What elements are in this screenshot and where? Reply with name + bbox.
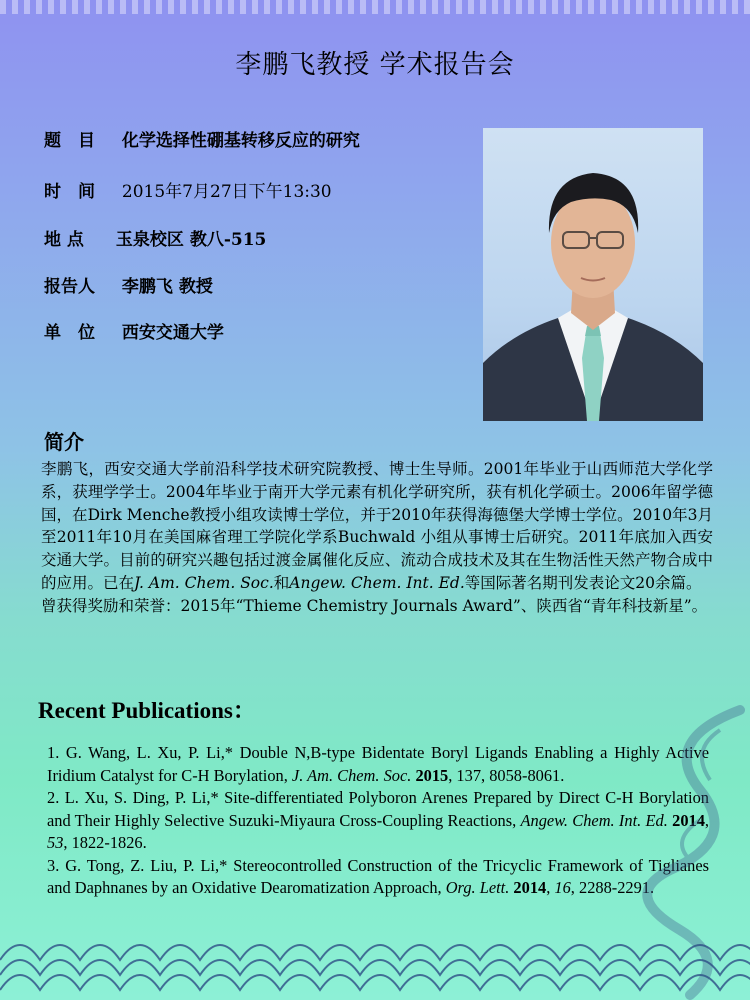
info-unit	[44, 318, 224, 343]
publication-year: 2014	[672, 810, 705, 830]
intro-awards: 曾获得奖励和荣誉：2015年“Thieme Chemistry Journals Award”、陕西省“青年科技新星”。	[41, 596, 708, 615]
intro-and: 和	[273, 573, 290, 592]
intro-heading: 简介	[44, 430, 84, 454]
info-time	[44, 177, 332, 202]
publication-year: 2015	[415, 765, 449, 785]
intro-journal-jacs: J. Am. Chem. Soc.	[134, 573, 274, 592]
publication-text: 3. G. Tong, Z. Liu, P. Li,* Stereocontrolled Construction of the Tricyclic Framework of Tiglianes and Daphnanes by an Oxidative Dearomatization Approach,	[47, 855, 709, 897]
publication-text: 2. L. Xu, S. Ding, P. Li,* Site-differentiated Polyboron Arenes Prepared by Direct C-H Borylation and Their Highly Selective Suzuki-Miyaura Cross-Coupling Reactions,	[47, 788, 709, 830]
info-topic	[44, 126, 360, 151]
publications-heading: Recent Publications：	[38, 698, 256, 723]
publication-pages: , 1822-1826.	[63, 833, 147, 852]
publication-journal: J. Am. Chem. Soc.	[291, 765, 412, 785]
time-label: 时 间	[44, 182, 95, 202]
publication-item: 3. G. Tong, Z. Liu, P. Li,* Stereocontrolled Construction of the Tricyclic Framework of Tiglianes and Daphnanes by an Oxidative Dearomatization Approach, Org. Lett. 2014, 16, 2288-2291.	[47, 855, 709, 897]
page-title: 李鹏飞教授 学术报告会	[235, 50, 515, 80]
publication-item: 2. L. Xu, S. Ding, P. Li,* Site-differentiated Polyboron Arenes Prepared by Direct C-H Borylation and Their Highly Selective Suzuki-Miyaura Cross-Coupling Reactions, Angew. Chem. Int. Ed. 2014, 53, 1822-1826.	[47, 788, 710, 852]
portrait-illustration	[483, 128, 703, 421]
publication-journal: Angew. Chem. Int. Ed.	[520, 810, 668, 830]
info-speaker	[44, 272, 213, 297]
topic-value: 化学选择性硼基转移反应的研究	[121, 131, 360, 151]
decorative-top-border	[0, 0, 750, 14]
publication-text: 1. G. Wang, L. Xu, P. Li,* Double N,B-type Bidentate Boryl Ligands Enabling a Highly Active Iridium Catalyst for C-H Borylation,	[47, 743, 709, 785]
intro-body	[41, 458, 713, 618]
publication-volume: 16	[554, 878, 571, 897]
publication-year: 2014	[513, 878, 547, 897]
publication-volume: 53	[47, 833, 64, 852]
publication-journal: Org. Lett.	[445, 878, 510, 897]
place-value: 玉泉校区 教八-515	[115, 230, 267, 250]
intro-paragraph-end: 等国际著名期刊发表论文20余篇。	[464, 573, 702, 592]
info-place	[44, 225, 266, 250]
intro-journal-angew: Angew. Chem. Int. Ed.	[289, 573, 465, 592]
publication-pages: , 137, 8058-8061.	[448, 765, 565, 785]
speaker-value: 李鹏飞 教授	[121, 277, 213, 297]
speaker-label: 报告人	[44, 277, 95, 297]
place-label: 地 点	[44, 230, 84, 250]
unit-value: 西安交通大学	[121, 323, 224, 343]
wave-border-ornament	[0, 920, 750, 1000]
publication-pages: , 2288-2291.	[570, 878, 655, 897]
speaker-portrait	[483, 128, 703, 421]
topic-label: 题 目	[44, 131, 95, 151]
intro-paragraph: 李鹏飞，西安交通大学前沿科学技术研究院教授、博士生导师。2001年毕业于山西师范大学化学系，获理学学士。2004年毕业于南开大学元素有机化学研究所，获有机化学硕士。2006年留学德国，在Dirk Menche教授小组攻读博士学位，并于2010年获得海德堡大学博士学位。2010年3月至2011年10月在美国麻省理工学院化学系Buchwald 小组从事博士后研究。2011年底加入西安交通大学。目前的研究兴趣包括过渡金属催化反应、流动合成技术及其在生物活性天然产物合成中的应用。已在	[41, 460, 713, 592]
unit-label: 单 位	[44, 323, 95, 343]
time-value: 2015年7月27日下午13:30	[121, 182, 332, 202]
